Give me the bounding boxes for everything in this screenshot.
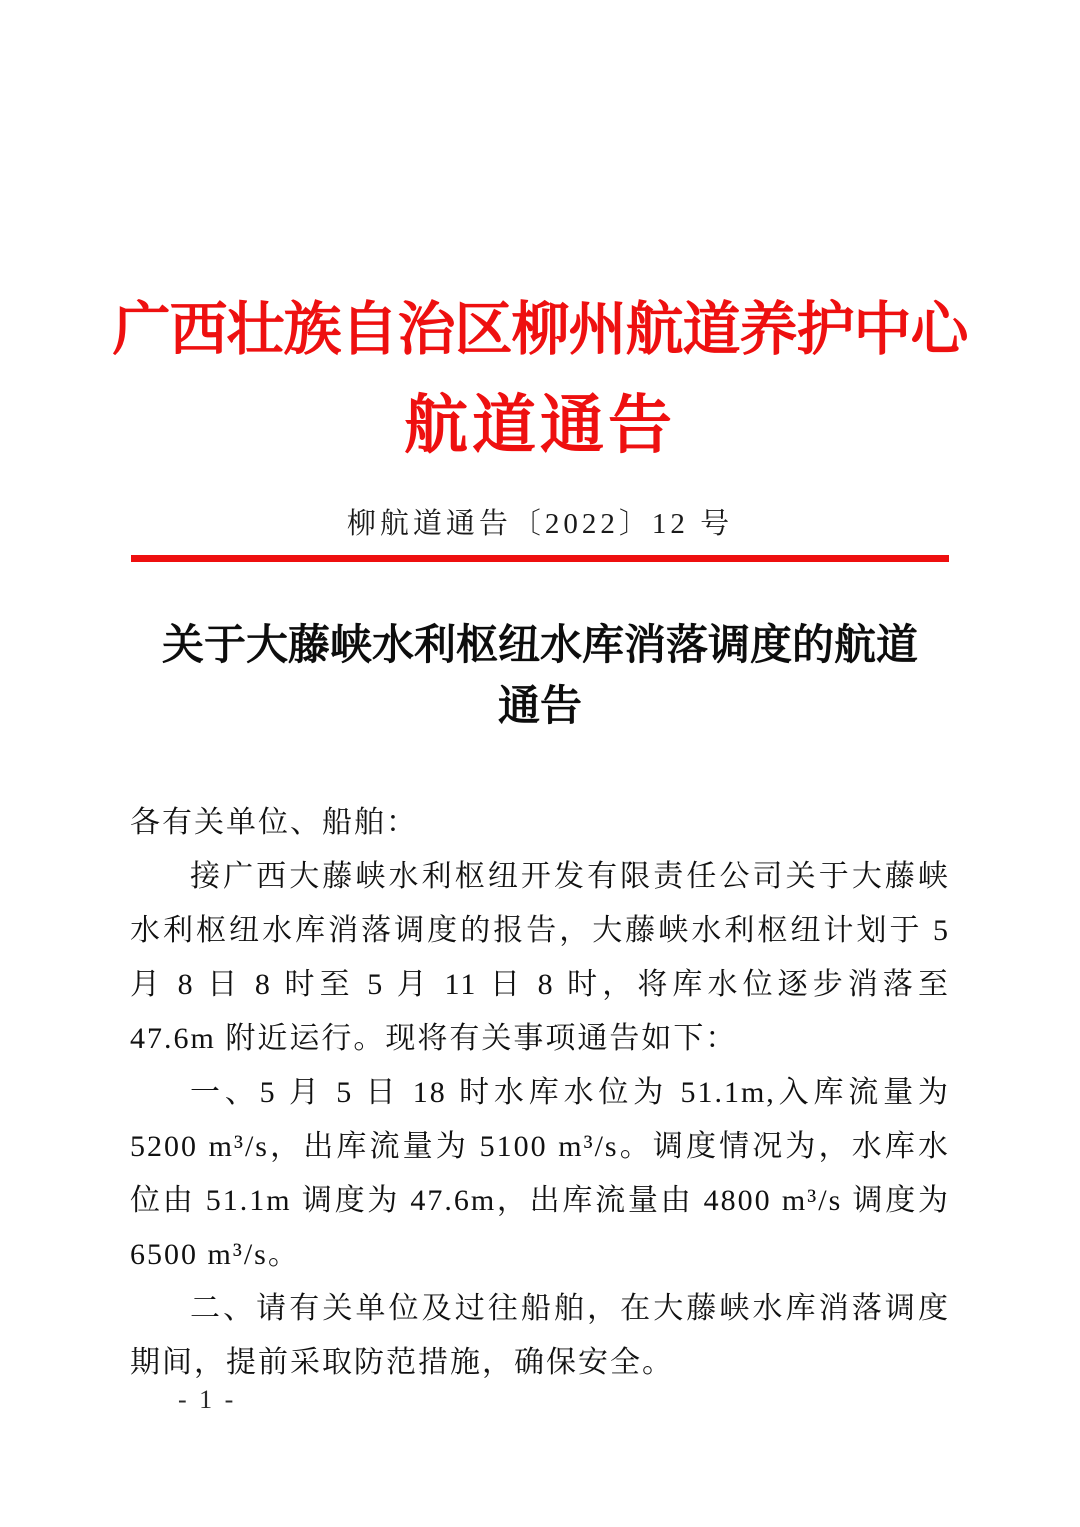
page-number: - 1 - xyxy=(178,1385,237,1414)
paragraph-intro: 接广西大藤峡水利枢纽开发有限责任公司关于大藤峡水利枢纽水库消落调度的报告，大藤峡水利枢纽计划于 5 月 8 日 8 时至 5 月 11 日 8 时，将库水位逐步消落至 47.6m 附近运行。现将有关事项通告如下： xyxy=(130,859,950,1055)
paragraph-item-1: 一、5 月 5 日 18 时水库水位为 51.1m,入库流量为 5200 m³/s，出库流量为 5100 m³/s。调度情况为，水库水位由 51.1m 调度为 47.6m，出库流量由 4800 m³/s 调度为 6500 m³/s。 xyxy=(130,1075,950,1271)
document-number: 柳航道通告〔2022〕12 号 xyxy=(346,507,734,540)
notice-body xyxy=(130,796,950,1390)
notice-type-title: 航道通告 xyxy=(404,389,676,461)
salutation: 各有关单位、船舶： xyxy=(130,805,418,839)
red-divider-line xyxy=(131,555,949,562)
paragraph-item-2: 二、请有关单位及过往船舶，在大藤峡水库消落调度期间，提前采取防范措施，确保安全。 xyxy=(130,1291,950,1379)
notice-title: 关于大藤峡水利枢纽水库消落调度的航道通告 xyxy=(161,622,918,730)
issuing-org-title: 广西壮族自治区柳州航道养护中心 xyxy=(112,297,968,362)
